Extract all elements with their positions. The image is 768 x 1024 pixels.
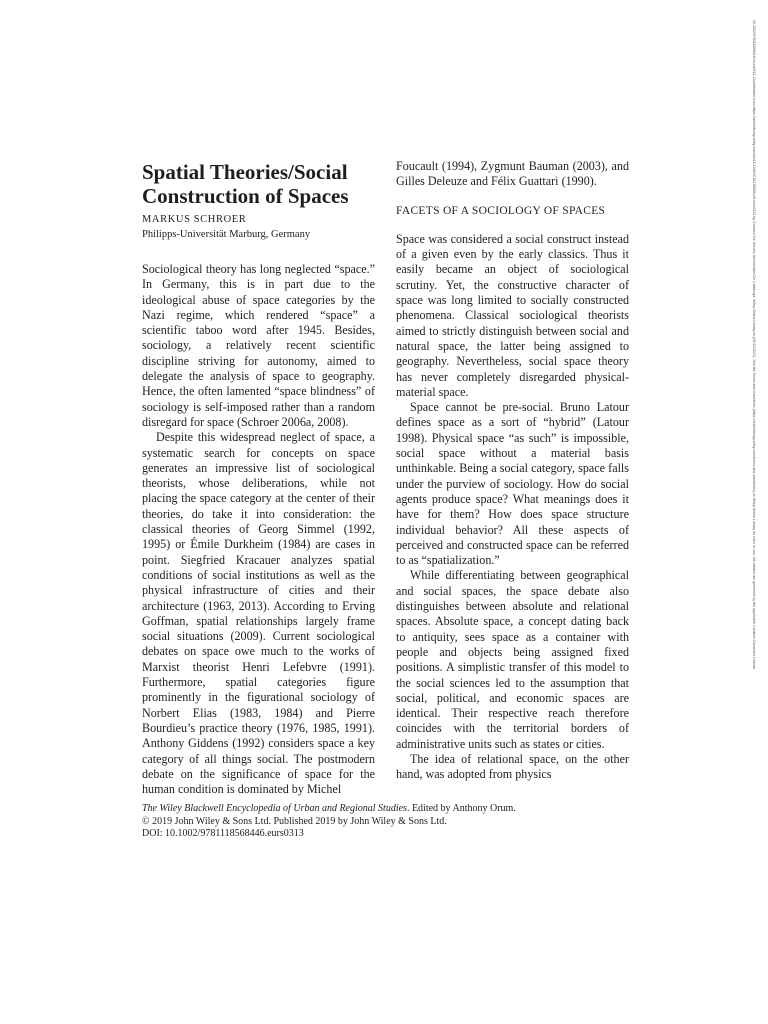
body-paragraph: Space cannot be pre-social. Bruno Latour defines space as a sort of “hybrid” (Latour 1998). Physical space “as such” is impossible, social space without a material basis unthinkable. Being a social category, space falls under the purview of sociology. How do social agents produce space? What meanings does it have for them? How does space structure individual behavior? All these aspects of perceived and constructed space can be referred to as “spatialization.”: [396, 400, 629, 568]
body-paragraph: While differentiating between geographical and social spaces, the space debate also distinguishes between absolute and relational spaces. Absolute space, a concept dating back to antiquity, sees space as a container with people and objects being assigned fixed positions. A simplistic transfer of this model to the social sciences led to the assumption that social, political, and economic spaces are identical. Their respective reach therefore coincides with the territorial borders of administrative units such as states or cities.: [396, 568, 629, 751]
citation-line: [142, 803, 642, 816]
right-column: [396, 159, 629, 783]
author-name: MARKUS SCHROER: [142, 214, 247, 225]
section-heading: FACETS OF A SOCIOLOGY OF SPACES: [396, 204, 606, 217]
download-notice: 10.1002/9781118568446.eurs0313. Downloaded from https://onlinelibrary.wiley.com/doi/10.1002/9781118568446.eurs0313 by Consorci De Serveis Universitaris De Catalunya, Wiley Online Library on [26/12/2022]. See the Terms and Conditions (https://onlinelibrary.wiley.com/terms-and-conditions) on Wiley Online Library for rules of use; OA articles are governed by the applicable Creative Commons License: [752, 20, 756, 670]
citation-footer: [142, 803, 642, 841]
editor-note: . Edited by Anthony Orum.: [406, 803, 516, 814]
body-paragraph: Despite this widespread neglect of space, a systematic search for concepts on space generates an impressive list of sociological theorists, whose deliberations, while not placing the space category at the center of their theories, do take it into consideration: the classical theories of Georg Simmel (1992, 1995) or Émile Durkheim (1984) are cases in point. Siegfried Kracauer analyzes spatial conditions of social institutions as well as the physical infrastructure of cities and their architecture (1963, 2013). According to Erving Goffman, spatial relationships largely frame social situations (2009). Current sociological debates on space owe much to the works of Marxist theorist Henri Lefebvre (1991). Furthermore, spatial categories figure prominently in the figurational sociology of Norbert Elias (1983, 1984) and Pierre Bourdieu’s practice theory (1976, 1985, 1991). Anthony Giddens (1992) considers space a key category of all things social. The postmodern debate on the significance of space for the human condition is dominated by Michel: [142, 430, 375, 797]
article-title: Spatial Theories/Social Construction of Spaces: [142, 160, 349, 208]
body-paragraph: Sociological theory has long neglected “space.” In Germany, this is in part due to the ideological abuse of space categories by the Nazi regime, which rendered “space” a scientific taboo word after 1945. Besides, sociology, a relatively recent scientific discipline striving for autonomy, aimed to delegate the analysis of space to geography. Hence, the often lamented “space blindness” of sociology is self-imposed rather than a random disregard for space (Schroer 2006a, 2008).: [142, 262, 375, 429]
body-paragraph: Space was considered a social construct instead of a given even by the early classics. Thus it easily became an object of sociological scrutiny. Yet, the constructive character of space was long limited to socially constructed phenomena. Classical sociological theorists aimed to strictly distinguish between social and natural space, the latter being assigned to geography. Nevertheless, social space theory has never completely disregarded physical-material space.: [396, 231, 629, 399]
continued-paragraph: Foucault (1994), Zygmunt Bauman (2003), and Gilles Deleuze and Félix Guattari (1990).: [396, 159, 629, 189]
book-title: The Wiley Blackwell Encyclopedia of Urban and Regional Studies: [142, 803, 407, 814]
doi-line: DOI: 10.1002/9781118568446.eurs0313: [142, 828, 304, 839]
copyright-line: © 2019 John Wiley & Sons Ltd. Published 2019 by John Wiley & Sons Ltd.: [142, 815, 447, 827]
body-paragraph: The idea of relational space, on the other hand, was adopted from physics: [396, 751, 629, 782]
author-affiliation: Philipps-Universität Marburg, Germany: [142, 229, 311, 240]
left-column: [142, 262, 375, 797]
download-notice-sidebar: [750, 20, 760, 1000]
